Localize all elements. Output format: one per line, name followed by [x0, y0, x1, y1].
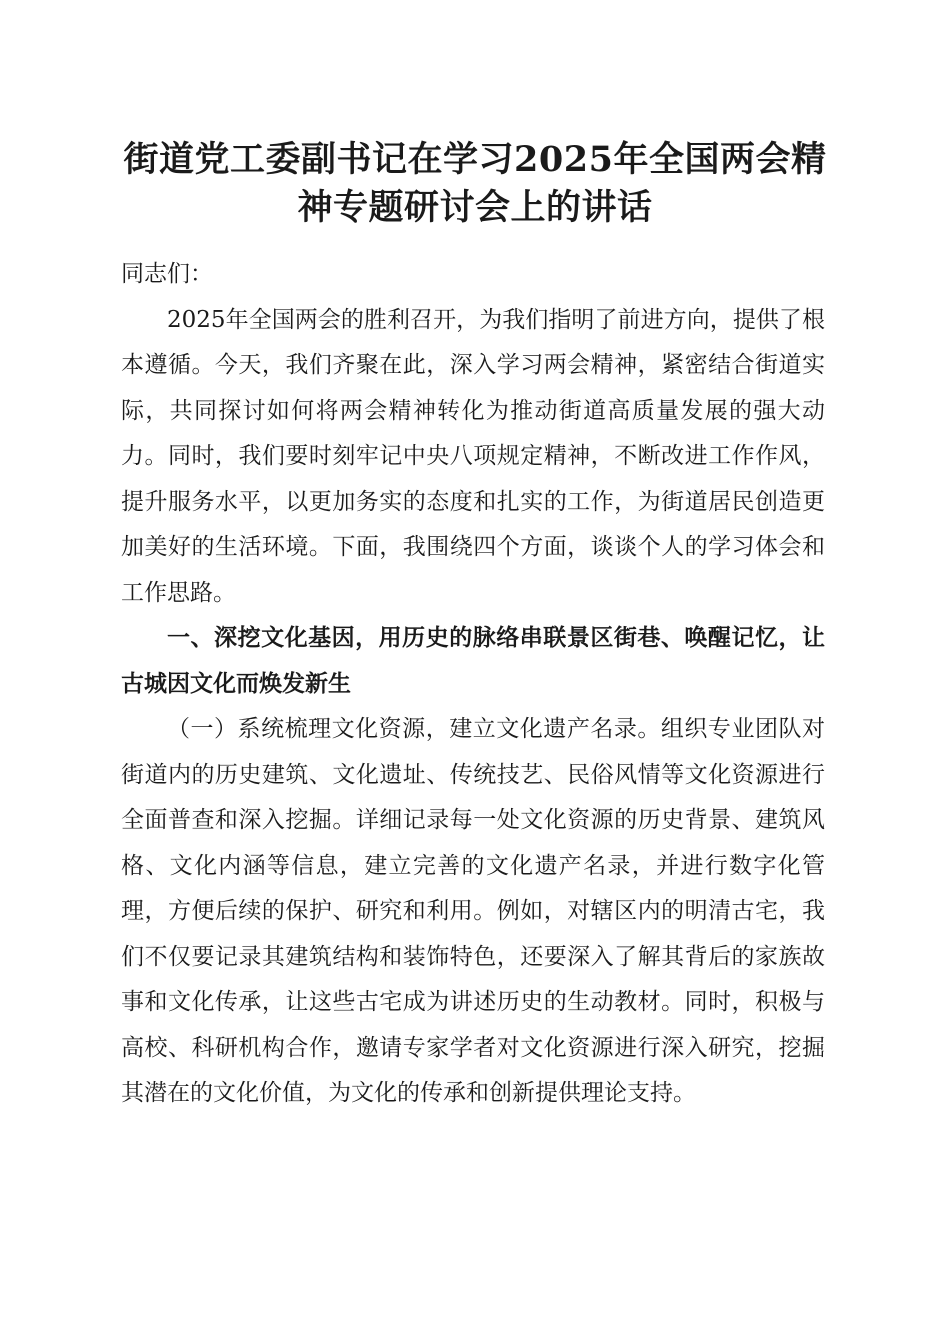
salutation: 同志们： [121, 261, 213, 287]
subsection-1-paragraph [121, 707, 825, 1117]
intro-paragraph: 2025年全国两会的胜利召开，为我们指明了前进方向，提供了根本遵循。今天，我们齐聚在此，深入学习两会精神，紧密结合街道实际，共同探讨如何将两会精神转化为推动街道高质量发展的强大动力。同时，我们要时刻牢记中央八项规定精神，不断改进工作作风，提升服务水平，以更加务实的态度和扎实的工作，为街道居民创造更加美好的生活环境。下面，我围绕四个方面，谈谈个人的学习体会和工作思路。 [121, 306, 825, 606]
document-body [121, 252, 825, 1117]
document-title [118, 136, 832, 232]
subsection-1-label: （一）系统梳理文化资源，建立文化遗产名录。 [167, 716, 661, 742]
section-1-heading: 一、深挖文化基因，用历史的脉络串联景区街巷、唤醒记忆，让古城因文化而焕发新生 [121, 625, 825, 697]
title-line-2: 神专题研讨会上的讲话 [297, 187, 653, 228]
title-line-1: 街道党工委副书记在学习2025年全国两会精 [123, 139, 827, 180]
subsection-1-text: 组织专业团队对街道内的历史建筑、文化遗址、传统技艺、民俗风情等文化资源进行全面普查和深入挖掘。详细记录每一处文化资源的历史背景、建筑风格、文化内涵等信息，建立完善的文化遗产名录，并进行数字化管理，方便后续的保护、研究和利用。例如，对辖区内的明清古宅，我们不仅要记录其建筑结构和装饰特色，还要深入了解其背后的家族故事和文化传承，让这些古宅成为讲述历史的生动教材。同时，积极与高校、科研机构合作，邀请专家学者对文化资源进行深入研究，挖掘其潜在的文化价值，为文化的传承和创新提供理论支持。 [121, 716, 826, 1106]
